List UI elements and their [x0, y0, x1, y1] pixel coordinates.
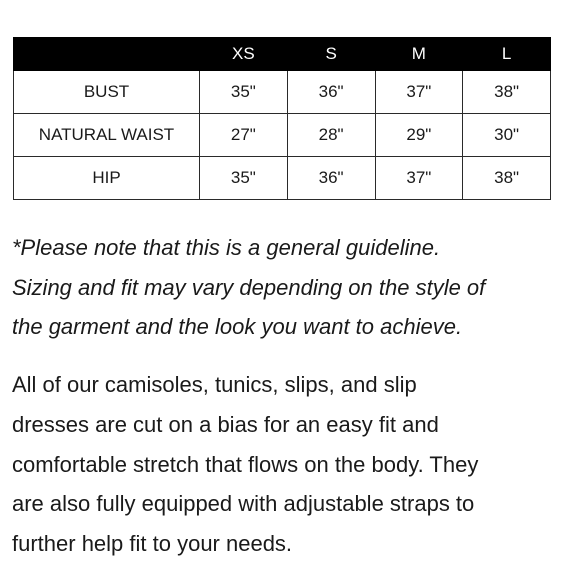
row-label-natural-waist: NATURAL WAIST: [14, 114, 200, 157]
description-line-4: are also fully equipped with adjustable straps to: [12, 491, 475, 517]
hip-m-value: 37": [375, 157, 463, 200]
size-header-l: L: [463, 38, 551, 71]
note-line-1: *Please note that this is a general guideline.: [12, 235, 441, 260]
hip-s-value: 36": [287, 157, 375, 200]
size-chart-table: [13, 37, 551, 200]
product-fit-description: [12, 365, 572, 564]
natural-waist-l-value: 30": [463, 114, 551, 157]
description-line-2: dresses are cut on a bias for an easy fit and: [12, 411, 439, 437]
bust-s-value: 36": [287, 71, 375, 114]
bust-l-value: 38": [463, 71, 551, 114]
table-row-hip: [14, 157, 551, 200]
description-line-3: comfortable stretch that flows on the body. They: [12, 451, 479, 477]
table-row-natural-waist: [14, 114, 551, 157]
hip-xs-value: 35": [200, 157, 288, 200]
natural-waist-m-value: 29": [375, 114, 463, 157]
size-header-xs: XS: [200, 38, 288, 71]
size-header-m: M: [375, 38, 463, 71]
size-header-s: S: [287, 38, 375, 71]
natural-waist-s-value: 28": [287, 114, 375, 157]
table-row-bust: [14, 71, 551, 114]
header-corner-cell: [14, 38, 200, 71]
note-line-3: the garment and the look you want to achieve.: [12, 314, 463, 339]
hip-l-value: 38": [463, 157, 551, 200]
bust-xs-value: 35": [200, 71, 288, 114]
description-line-1: All of our camisoles, tunics, slips, and slip: [12, 372, 417, 397]
row-label-bust: BUST: [14, 71, 200, 114]
sizing-guideline-note: [12, 228, 572, 347]
description-line-5: further help fit to your needs.: [12, 531, 293, 557]
natural-waist-xs-value: 27": [200, 114, 288, 157]
size-header-row: [14, 38, 551, 71]
row-label-hip: HIP: [14, 157, 200, 200]
note-line-2: Sizing and fit may vary depending on the style of: [12, 274, 486, 300]
bust-m-value: 37": [375, 71, 463, 114]
